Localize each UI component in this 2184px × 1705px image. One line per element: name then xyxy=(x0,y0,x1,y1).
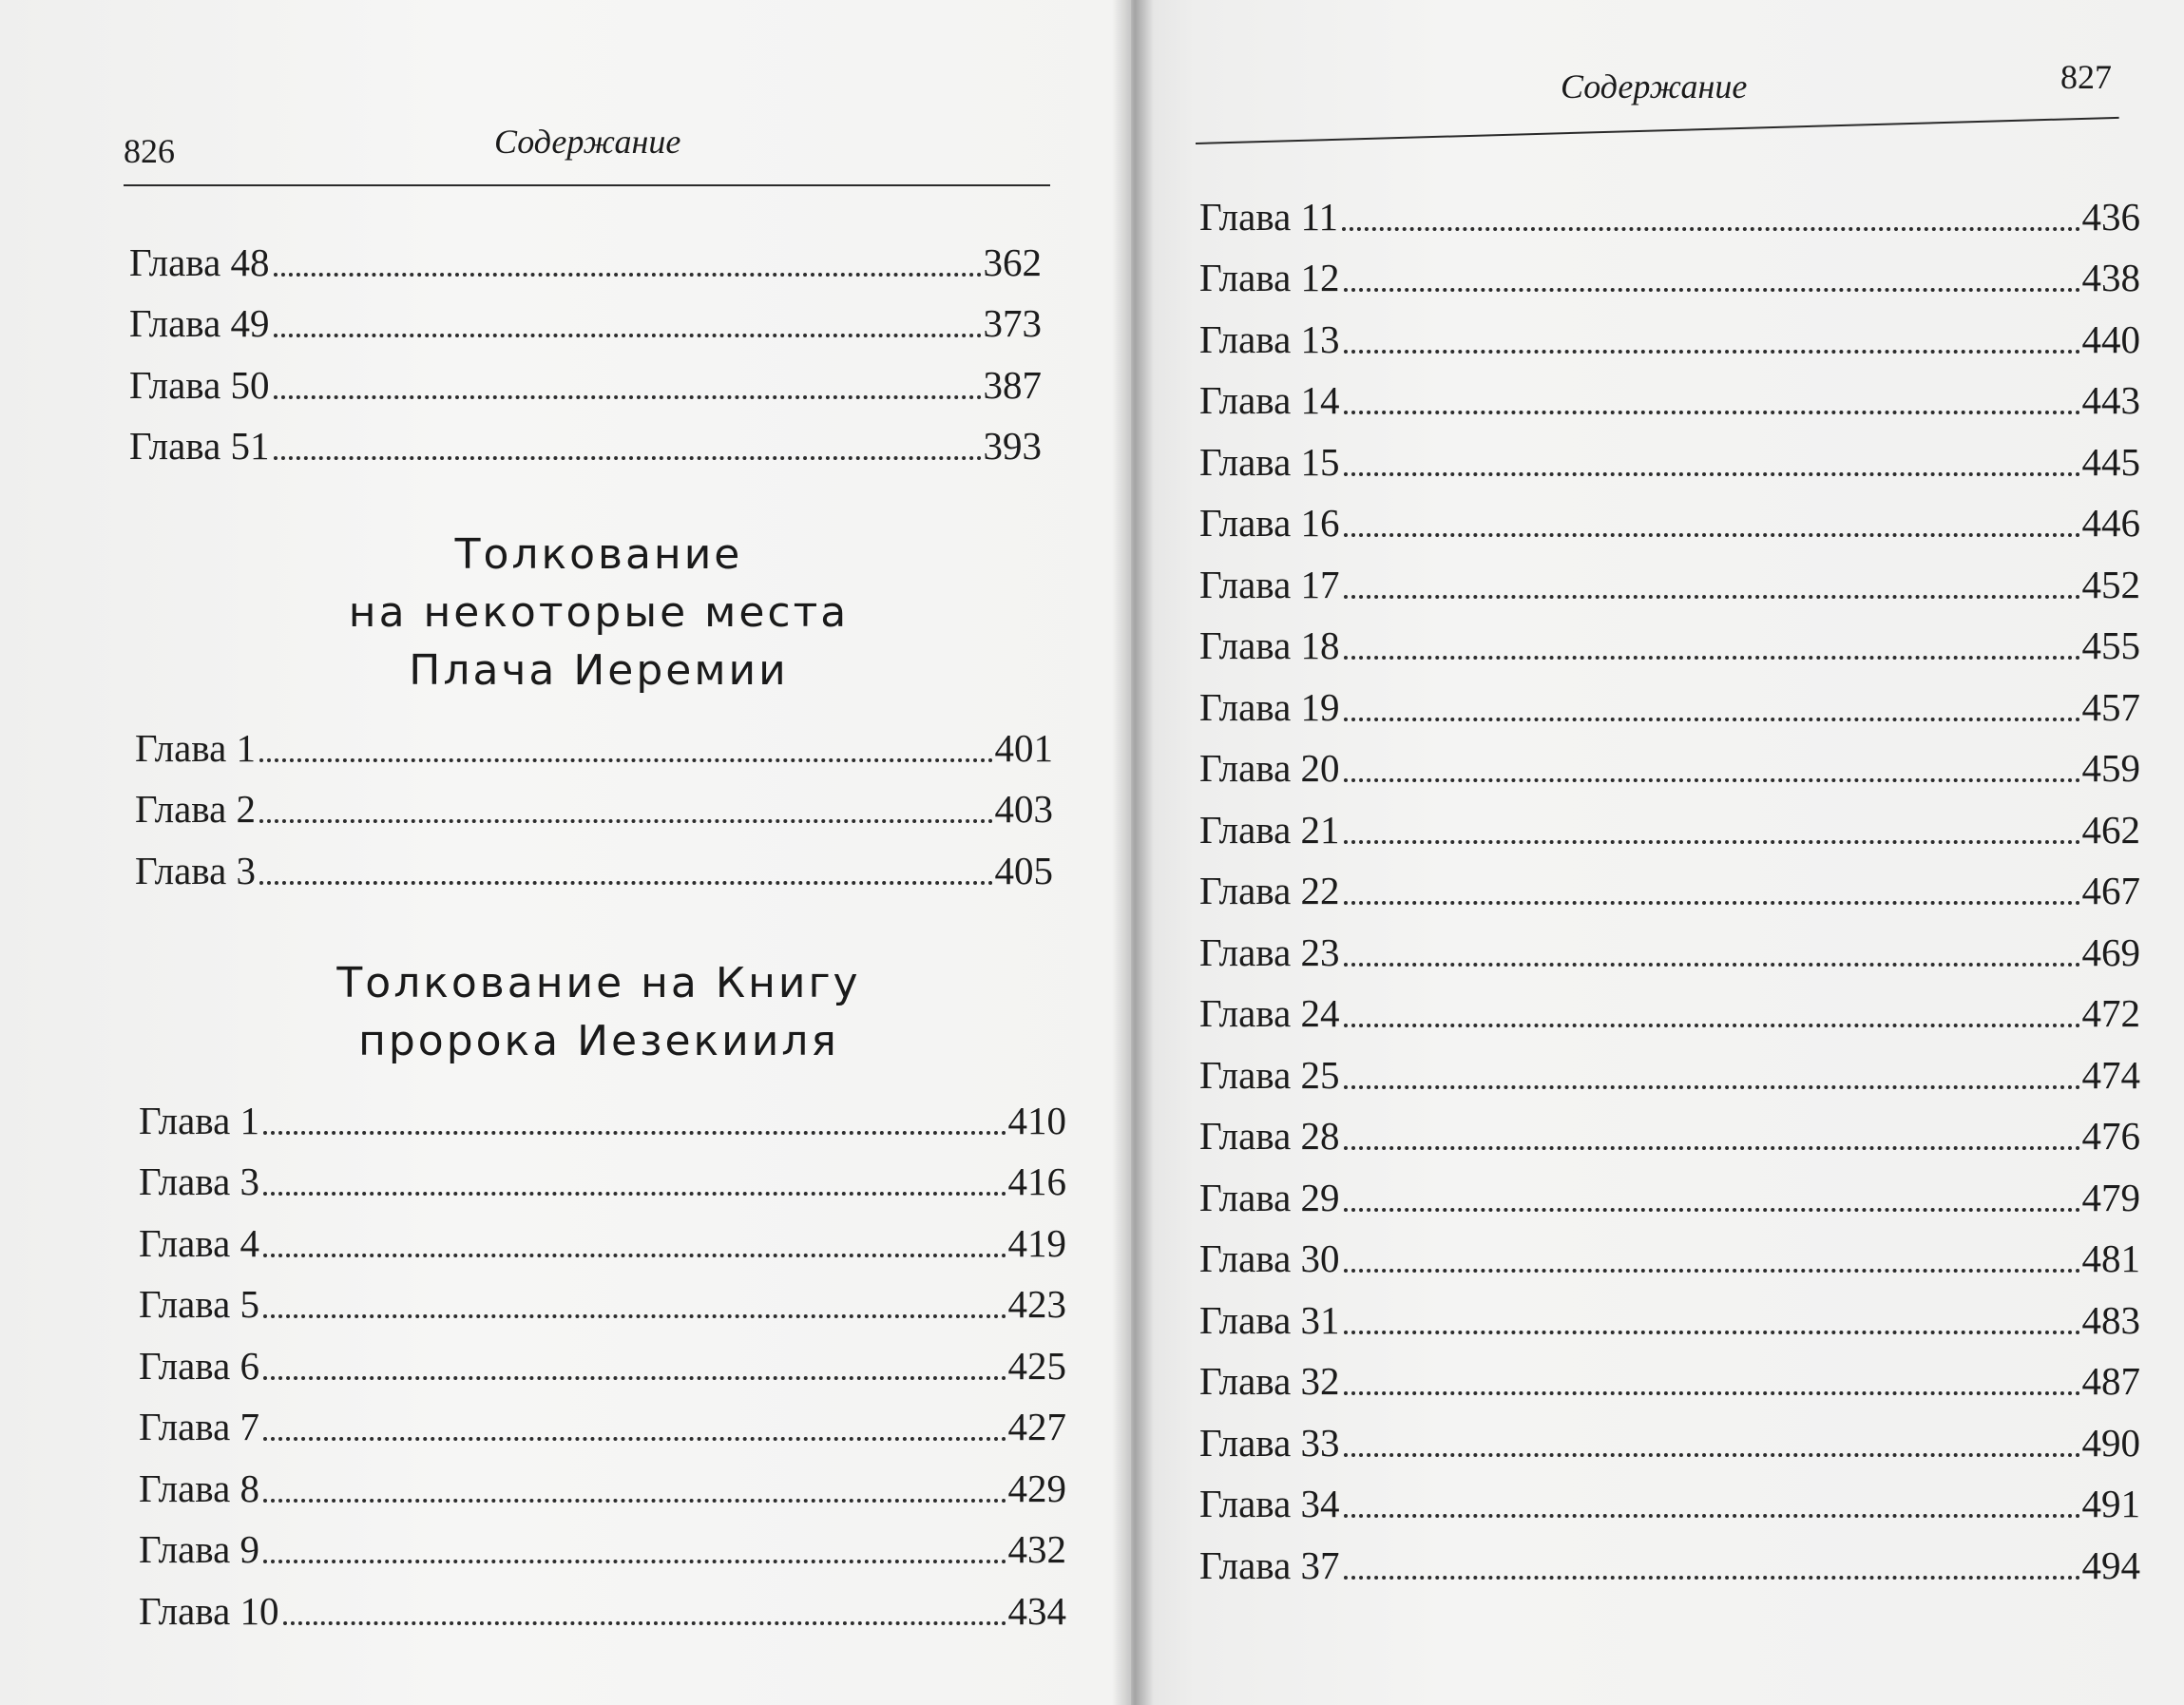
toc-entry-page: 416 xyxy=(1007,1159,1066,1203)
toc-entry-label: Глава 17 xyxy=(1199,562,1340,606)
dot-leader xyxy=(283,1621,1006,1625)
dot-leader xyxy=(259,881,992,885)
toc-entry[interactable] xyxy=(135,706,1053,768)
toc-entry-label: Глава 37 xyxy=(1199,1542,1340,1587)
toc-entry-label: Глава 13 xyxy=(1199,316,1340,361)
toc-entry-page: 455 xyxy=(2081,623,2140,667)
toc-entry[interactable] xyxy=(129,405,1042,467)
toc-entry[interactable] xyxy=(1199,604,2140,666)
toc-entry-label: Глава 2 xyxy=(135,787,257,831)
section-title-line: на некоторые места xyxy=(348,588,850,637)
dot-leader xyxy=(1342,227,2079,231)
toc-entry-page: 387 xyxy=(983,362,1042,407)
toc-entry-label: Глава 19 xyxy=(1199,684,1340,729)
toc-entry[interactable] xyxy=(139,1386,1066,1447)
toc-entry-label: Глава 1 xyxy=(139,1098,260,1142)
toc-entry[interactable] xyxy=(1199,359,2140,421)
toc-entry-page: 457 xyxy=(2081,684,2140,729)
dot-leader xyxy=(263,1560,1006,1563)
dot-leader xyxy=(1344,1576,2080,1580)
toc-entry[interactable] xyxy=(1199,237,2140,298)
toc-entry[interactable] xyxy=(129,220,1042,282)
dot-leader xyxy=(1344,1391,2080,1395)
dot-leader xyxy=(1344,411,2080,414)
dot-leader xyxy=(274,334,982,337)
dot-leader xyxy=(1344,1146,2080,1150)
toc-entry-label: Глава 25 xyxy=(1199,1052,1340,1097)
dot-leader xyxy=(274,395,982,399)
toc-entry[interactable] xyxy=(1199,1095,2140,1157)
toc-entry-page: 483 xyxy=(2081,1297,2140,1342)
toc-entry[interactable] xyxy=(1199,1156,2140,1217)
toc-entry-label: Глава 16 xyxy=(1199,501,1340,545)
toc-entry[interactable] xyxy=(1199,1463,2140,1524)
running-title: Содержание xyxy=(494,123,681,161)
dot-leader xyxy=(1344,901,2080,905)
dot-leader xyxy=(1344,350,2080,354)
toc-entry-page: 425 xyxy=(1007,1343,1066,1388)
toc-entry[interactable] xyxy=(1199,1278,2140,1340)
section-title-ezekiel xyxy=(285,954,912,1070)
toc-entry[interactable] xyxy=(1199,1217,2140,1279)
toc-entry-page: 474 xyxy=(2081,1052,2140,1097)
dot-leader xyxy=(1344,840,2080,844)
toc-entry-label: Глава 3 xyxy=(135,848,257,892)
section-title-line: пророка Иезекииля xyxy=(358,1017,839,1065)
header-rule xyxy=(124,184,1050,186)
toc-entry-label: Глава 48 xyxy=(129,239,270,284)
toc-entry-page: 445 xyxy=(2081,439,2140,484)
toc-entry-label: Глава 31 xyxy=(1199,1297,1340,1342)
toc-entry-label: Глава 49 xyxy=(129,301,270,345)
toc-entry-label: Глава 12 xyxy=(1199,256,1340,299)
toc-entry-label: Глава 14 xyxy=(1199,378,1340,422)
toc-entry-page: 494 xyxy=(2081,1542,2140,1587)
toc-entry-label: Глава 22 xyxy=(1199,869,1340,912)
toc-entry-page: 405 xyxy=(994,848,1053,892)
toc-entry[interactable] xyxy=(1199,850,2140,911)
dot-leader xyxy=(263,1254,1006,1257)
dot-leader xyxy=(259,758,992,762)
toc-entry-label: Глава 21 xyxy=(1199,807,1340,852)
toc-entry-label: Глава 8 xyxy=(139,1466,260,1510)
right-page xyxy=(1131,0,2184,1705)
toc-entry-label: Глава 7 xyxy=(139,1405,260,1448)
toc-entry-page: 438 xyxy=(2081,256,2140,299)
toc-entry-label: Глава 50 xyxy=(129,362,270,407)
dot-leader xyxy=(1344,1269,2080,1273)
section-title-lamentations xyxy=(285,526,912,699)
toc-entry[interactable] xyxy=(139,1263,1066,1325)
toc-entry-label: Глава 32 xyxy=(1199,1359,1340,1403)
dot-leader xyxy=(1344,1514,2080,1518)
dot-leader xyxy=(263,1376,1006,1380)
toc-entry-label: Глава 1 xyxy=(135,725,257,770)
toc-entry-label: Глава 10 xyxy=(139,1588,279,1633)
toc-entry-page: 479 xyxy=(2081,1175,2140,1219)
toc-entry-label: Глава 51 xyxy=(129,424,270,468)
toc-entry-page: 434 xyxy=(1007,1588,1066,1633)
toc-entry-page: 393 xyxy=(983,424,1042,468)
toc-entry[interactable] xyxy=(135,768,1053,830)
toc-entry-page: 446 xyxy=(2081,501,2140,545)
dot-leader xyxy=(1344,595,2080,599)
toc-entry-page: 403 xyxy=(994,787,1053,831)
dot-leader xyxy=(263,1314,1006,1318)
toc-entry-label: Глава 20 xyxy=(1199,746,1340,790)
toc-entry-page: 401 xyxy=(994,725,1053,770)
dot-leader xyxy=(1344,963,2080,967)
toc-entry-page: 423 xyxy=(1007,1282,1066,1326)
toc-list-top xyxy=(129,220,1042,466)
dot-leader xyxy=(274,456,982,460)
toc-entry-page: 487 xyxy=(2081,1359,2140,1403)
toc-entry-label: Глава 29 xyxy=(1199,1175,1340,1219)
toc-entry-page: 443 xyxy=(2081,378,2140,422)
dot-leader xyxy=(1344,1208,2080,1212)
toc-entry[interactable] xyxy=(1199,665,2140,727)
toc-entry[interactable] xyxy=(1199,727,2140,789)
toc-entry-page: 410 xyxy=(1007,1098,1066,1142)
toc-entry[interactable] xyxy=(1199,1523,2140,1585)
header-rule xyxy=(1196,117,2119,144)
dot-leader xyxy=(263,1192,1006,1196)
toc-entry-label: Глава 23 xyxy=(1199,929,1340,974)
toc-entry-page: 429 xyxy=(1007,1466,1066,1510)
toc-list-lamentations xyxy=(135,706,1053,891)
toc-entry[interactable] xyxy=(1199,543,2140,604)
dot-leader xyxy=(274,273,982,277)
toc-entry[interactable] xyxy=(1199,972,2140,1034)
dot-leader xyxy=(263,1437,1006,1441)
toc-entry-page: 472 xyxy=(2081,991,2140,1035)
toc-entry-page: 467 xyxy=(2081,869,2140,912)
toc-entry[interactable] xyxy=(139,1569,1066,1631)
toc-entry[interactable] xyxy=(139,1079,1066,1140)
toc-entry-page: 481 xyxy=(2081,1236,2140,1280)
section-title-line: Толкование xyxy=(454,530,743,579)
toc-entry[interactable] xyxy=(129,343,1042,405)
book-gutter xyxy=(1112,0,1154,1705)
dot-leader xyxy=(259,819,992,823)
toc-entry-label: Глава 34 xyxy=(1199,1482,1340,1525)
toc-entry-page: 459 xyxy=(2081,746,2140,790)
toc-list-right xyxy=(1199,175,2140,1585)
toc-entry-page: 469 xyxy=(2081,929,2140,974)
toc-entry-label: Глава 5 xyxy=(139,1282,260,1326)
toc-entry-label: Глава 9 xyxy=(139,1527,260,1571)
toc-entry-page: 462 xyxy=(2081,807,2140,852)
toc-entry-label: Глава 18 xyxy=(1199,623,1340,667)
toc-entry-label: Глава 33 xyxy=(1199,1420,1340,1465)
toc-entry-label: Глава 30 xyxy=(1199,1236,1340,1280)
dot-leader xyxy=(1344,533,2080,537)
toc-entry[interactable] xyxy=(1199,297,2140,359)
section-title-line: Толкование на Книгу xyxy=(336,959,861,1007)
dot-leader xyxy=(1344,1331,2080,1334)
dot-leader xyxy=(1344,1024,2080,1027)
toc-entry[interactable] xyxy=(1199,910,2140,972)
toc-list-ezekiel xyxy=(139,1079,1066,1631)
toc-entry[interactable] xyxy=(139,1508,1066,1570)
dot-leader xyxy=(1344,656,2080,660)
dot-leader xyxy=(1344,288,2080,292)
toc-entry[interactable] xyxy=(1199,482,2140,544)
toc-entry-label: Глава 24 xyxy=(1199,991,1340,1035)
page-number: 827 xyxy=(2060,58,2112,96)
toc-entry-label: Глава 15 xyxy=(1199,439,1340,484)
toc-entry-page: 452 xyxy=(2081,562,2140,606)
running-title: Содержание xyxy=(1561,67,1748,105)
dot-leader xyxy=(263,1499,1006,1503)
toc-entry-label: Глава 6 xyxy=(139,1343,260,1388)
page-number: 826 xyxy=(124,132,175,170)
toc-entry[interactable] xyxy=(1199,1401,2140,1463)
dot-leader xyxy=(1344,472,2080,476)
toc-entry-page: 476 xyxy=(2081,1114,2140,1158)
toc-entry-label: Глава 11 xyxy=(1199,194,1339,239)
toc-entry[interactable] xyxy=(139,1324,1066,1386)
toc-entry-page: 427 xyxy=(1007,1405,1066,1448)
toc-entry-page: 440 xyxy=(2081,316,2140,361)
toc-entry[interactable] xyxy=(135,829,1053,891)
toc-entry-label: Глава 4 xyxy=(139,1220,260,1265)
toc-entry[interactable] xyxy=(1199,788,2140,850)
toc-entry-page: 490 xyxy=(2081,1420,2140,1465)
dot-leader xyxy=(1344,1453,2080,1457)
dot-leader xyxy=(1344,718,2080,721)
toc-entry[interactable] xyxy=(1199,1033,2140,1095)
toc-entry[interactable] xyxy=(139,1201,1066,1263)
toc-entry-page: 419 xyxy=(1007,1220,1066,1265)
toc-entry-label: Глава 3 xyxy=(139,1159,260,1203)
dot-leader xyxy=(263,1131,1006,1135)
toc-entry-page: 436 xyxy=(2081,194,2140,239)
section-title-line: Плача Иеремии xyxy=(409,646,789,695)
toc-entry-page: 491 xyxy=(2081,1482,2140,1525)
dot-leader xyxy=(1344,1085,2080,1089)
toc-entry-page: 432 xyxy=(1007,1527,1066,1571)
toc-entry[interactable] xyxy=(1199,175,2140,237)
toc-entry[interactable] xyxy=(1199,1340,2140,1402)
toc-entry-page: 373 xyxy=(983,301,1042,345)
toc-entry[interactable] xyxy=(1199,420,2140,482)
toc-entry[interactable] xyxy=(129,282,1042,344)
dot-leader xyxy=(1344,778,2080,782)
toc-entry-page: 362 xyxy=(983,239,1042,284)
toc-entry[interactable] xyxy=(139,1446,1066,1508)
toc-entry-label: Глава 28 xyxy=(1199,1114,1340,1158)
toc-entry[interactable] xyxy=(139,1140,1066,1202)
